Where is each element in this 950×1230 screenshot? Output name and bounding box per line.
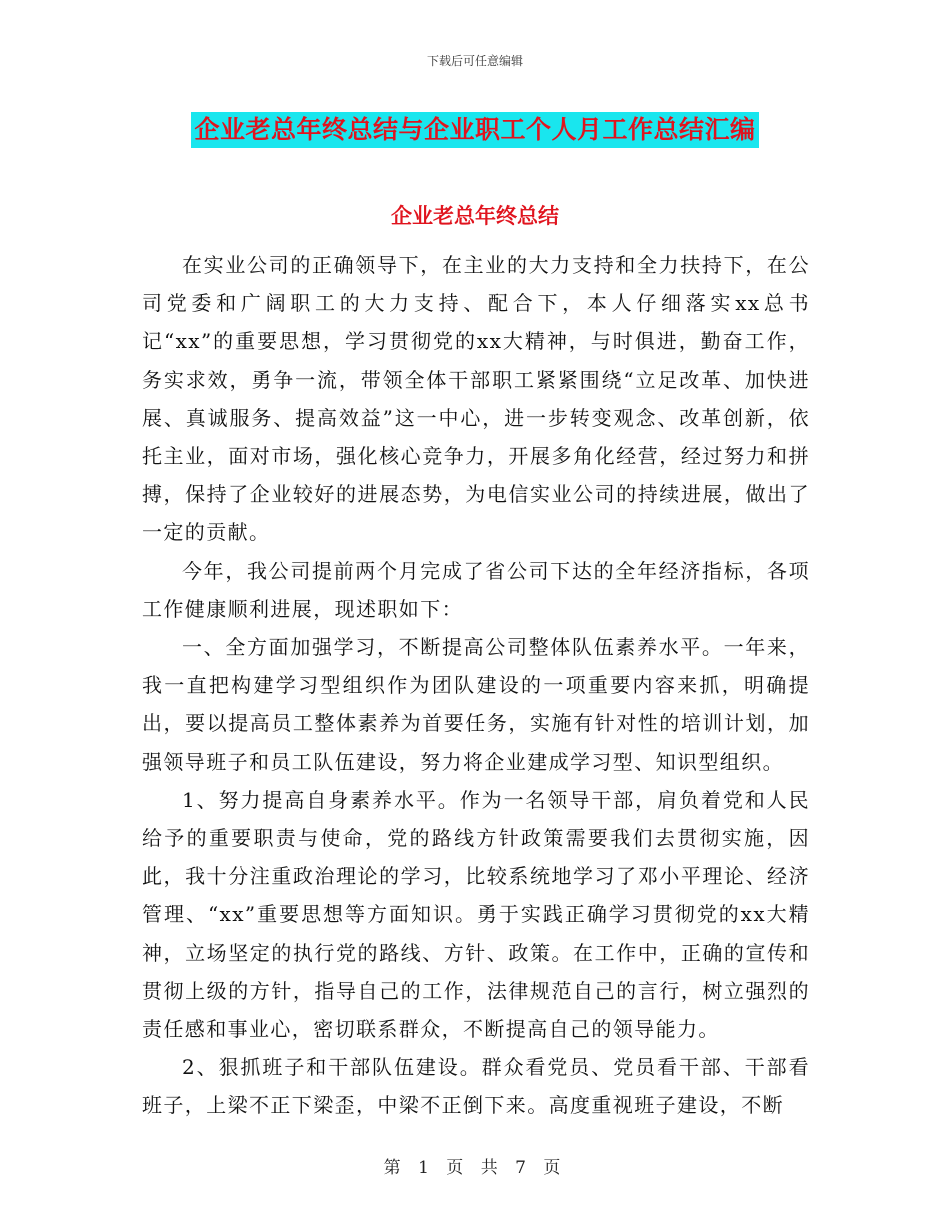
paragraph: 1、努力提高自身素养水平。作为一名领导干部，肩负着党和人民给予的重要职责与使命，党的路线方针政策需要我们去贯彻实施，因此，我十分注重政治理论的学习，比较系统地学习了邓小平理论、经济管理、“xx”重要思想等方面知识。勇于实践正确学习贯彻党的xx大精神，立场坚定的执行党的路线、方针、政策。在工作中，正确的宣传和贯彻上级的方针，指导自己的工作，法律规范自己的言行，树立强烈的责任感和事业心，密切联系群众，不断提高自己的领导能力。 bbox=[142, 787, 810, 1042]
page-footer: 第 1 页 共 7 页 bbox=[383, 1158, 567, 1178]
paragraph: 今年，我公司提前两个月完成了省公司下达的全年经济指标，各项工作健康顺利进展，现述职如下： bbox=[142, 558, 810, 621]
document-body bbox=[142, 246, 810, 1125]
paragraph: 在实业公司的正确领导下，在主业的大力支持和全力扶持下，在公司党委和广阔职工的大力支持、配合下，本人仔细落实xx总书记“xx”的重要思想，学习贯彻党的xx大精神，与时俱进，勤奋工作，务实求效，勇争一流，带领全体干部职工紧紧围绕“立足改革、加快进展、真诚服务、提高效益”这一中心，进一步转变观念、改革创新，依托主业，面对市场，强化核心竞争力，开展多角化经营，经过努力和拼搏，保持了企业较好的进展态势，为电信实业公司的持续进展，做出了一定的贡献。 bbox=[142, 253, 810, 545]
paragraph: 2、狠抓班子和干部队伍建设。群众看党员、党员看干部、干部看班子，上梁不正下梁歪，中梁不正倒下来。高度重视班子建设，不断 bbox=[142, 1055, 810, 1118]
main-title-container bbox=[0, 112, 950, 148]
paragraph: 一、全方面加强学习，不断提高公司整体队伍素养水平。一年来，我一直把构建学习型组织作为团队建设的一项重要内容来抓，明确提出，要以提高员工整体素养为首要任务，实施有针对性的培训计划，加强领导班子和员工队伍建设，努力将企业建成学习型、知识型组织。 bbox=[142, 635, 810, 774]
header-note: 下载后可任意编辑 bbox=[426, 54, 523, 68]
main-title: 企业老总年终总结与企业职工个人月工作总结汇编 bbox=[191, 112, 758, 148]
section-title: 企业老总年终总结 bbox=[391, 204, 559, 228]
